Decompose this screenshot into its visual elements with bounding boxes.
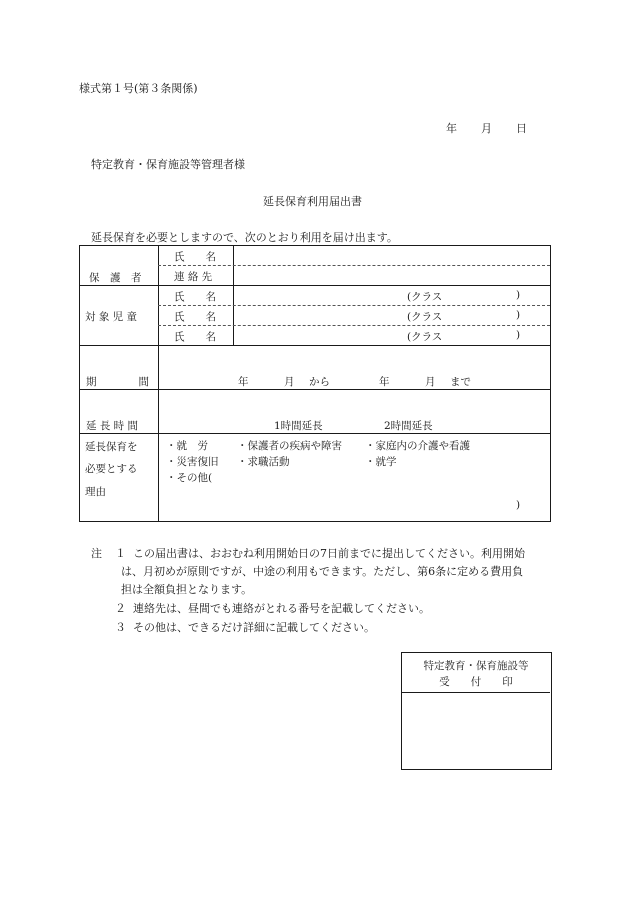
stamp-header-line-2: 受 付 印 [439,676,513,688]
sublabel-column-divider [233,246,234,345]
reason-label-line-3: 理由 [85,486,106,498]
guardian-contact-label: 連 絡 先 [174,271,213,283]
child-class-open-2: (クラス [407,311,443,323]
extension-1h-option: 1時間延長 [274,420,323,432]
reason-illness: ・保護者の疾病や障害 [237,440,342,452]
extension-section-border [80,433,550,434]
child-row-divider-1 [158,305,550,306]
reason-disaster: ・災害復旧 [166,456,219,468]
date-day-label: 日 [516,122,527,135]
guardian-name-label: 氏 名 [174,251,216,263]
period-month-1: 月 [284,376,295,388]
period-label: 期 間 [86,376,149,388]
page-title: 延長保育利用届出書 [263,195,362,208]
period-month-2: 月 [425,376,436,388]
period-year-2: 年 [379,376,390,388]
reason-work: ・就 労 [166,440,208,452]
child-row-divider-2 [158,325,550,326]
stamp-area [402,693,550,767]
child-class-close-2: ) [516,309,521,321]
note-1-line-2: は、月初めが原則ですが、中途の利用もできます。ただし、第6条に定める費用負 [121,565,524,578]
child-label: 対 象 児 童 [85,311,138,323]
child-class-close-3: ) [516,329,521,341]
child-class-open-1: (クラス [407,291,443,303]
reason-other: ・その他( [166,472,213,484]
child-name-label-3: 氏 名 [174,331,216,343]
extension-2h-option: 2時間延長 [384,420,433,432]
guardian-section-border [80,285,550,286]
form-number: 様式第１号(第３条関係) [79,82,198,95]
note-2-number: ２ [115,602,126,615]
reason-other-close: ) [516,499,521,511]
child-name-label-2: 氏 名 [174,311,216,323]
note-3-number: ３ [115,621,126,634]
date-year-label: 年 [446,122,457,135]
note-3-text: その他は、できるだけ詳細に記載してください。 [133,621,375,634]
date-month-label: 月 [481,122,492,135]
reception-stamp-box [401,652,552,770]
note-1-line-3: 担は全額負担となります。 [121,583,253,596]
period-from: から [309,376,330,388]
child-class-open-3: (クラス [407,331,443,343]
reason-jobseeking: ・求職活動 [237,456,290,468]
addressee: 特定教育・保育施設等管理者様 [91,158,245,171]
reason-care: ・家庭内の介護や看護 [365,440,470,452]
label-column-divider [158,246,159,522]
period-section-border [80,389,550,390]
intro-text: 延長保育を必要としますので、次のとおり利用を届け出ます。 [91,231,398,244]
child-name-label-1: 氏 名 [174,291,216,303]
period-until: まで [450,376,471,388]
reason-school: ・就学 [365,456,397,468]
extension-time-label: 延 長 時 間 [86,420,139,432]
application-form-table [79,245,551,522]
stamp-header-line-1: 特定教育・保育施設等 [423,660,529,672]
notes-label: 注 [91,547,102,560]
reason-label-line-1: 延長保育を [85,441,138,453]
child-class-close-1: ) [516,289,521,301]
period-year-1: 年 [238,376,249,388]
reason-label-line-2: 必要とする [85,463,138,475]
note-1-line-1: この届出書は、おおむね利用開始日の7日前までに提出してください。利用開始 [133,547,525,560]
note-2-text: 連絡先は、昼間でも連絡がとれる番号を記載してください。 [133,602,430,615]
guardian-label: 保 護 者 [89,272,142,284]
guardian-row-divider [158,265,550,266]
child-section-border [80,345,550,346]
note-1-number: １ [115,547,126,560]
